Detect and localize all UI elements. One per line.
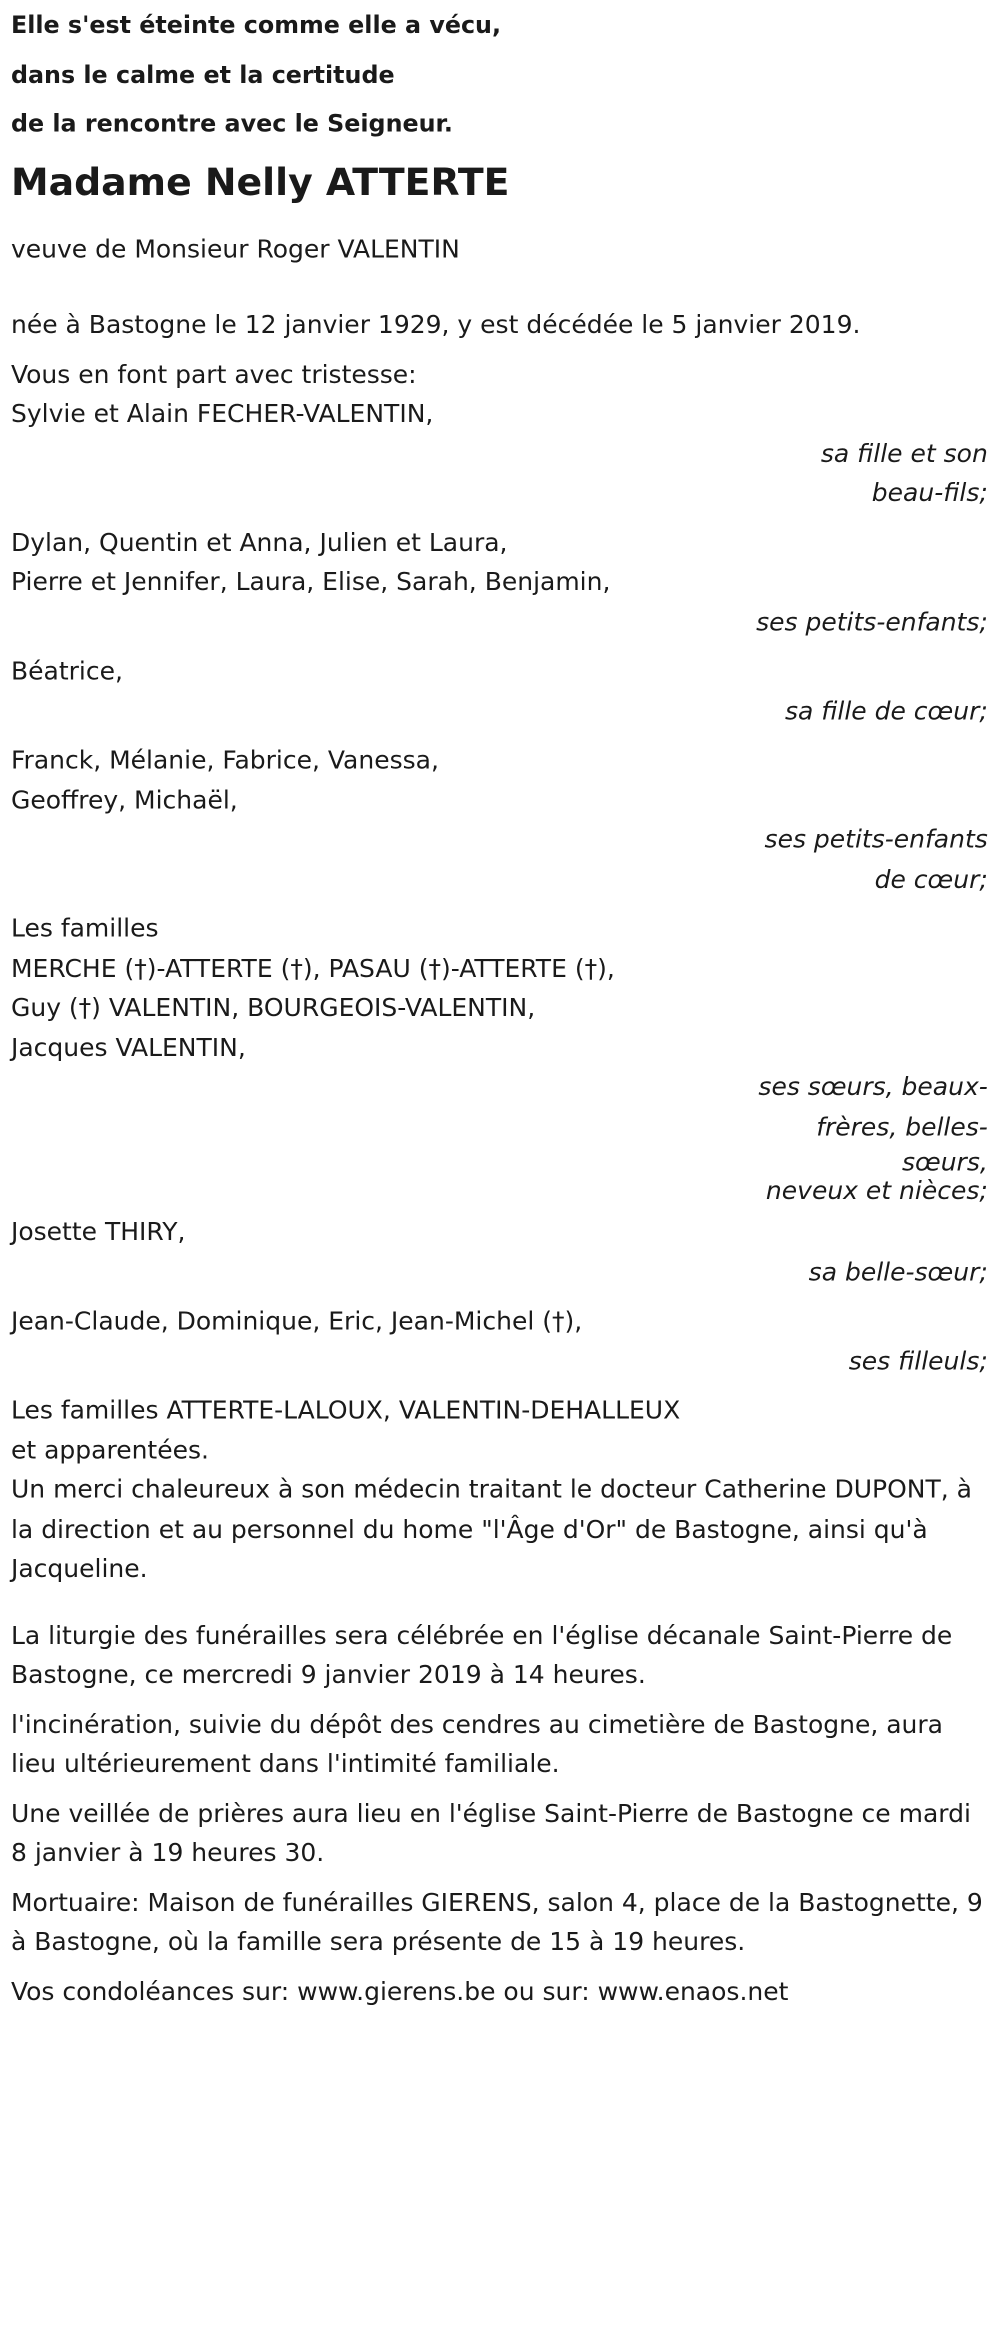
quote-line: Elle s'est éteinte comme elle a vécu, [10,10,502,40]
relation-line: sa fille et son [820,438,988,468]
family-group [11,740,988,899]
family-group [11,1301,988,1380]
family-line: MERCHE (†)-ATTERTE (†), PASAU (†)-ATTERTE (†), [10,953,615,983]
relation-line: frères, belles- [816,1111,988,1141]
family-line: Geoffrey, Michaël, [10,784,238,815]
family-group [11,909,988,1203]
relation-line: sœurs, [901,1147,988,1177]
family-group [11,394,988,513]
family-line: Les familles [10,913,159,943]
family-line: Béatrice, [10,656,123,686]
relation-line: de cœur; [874,864,988,894]
relation-line: ses petits-enfants [764,824,988,854]
mortuary-text: Mortuaire: Maison de funérailles GIERENS, salon 4, place de la Bastognette, 9 à Bastogne, où la famille sera présente de 15 à 19 heures. [10,1887,983,1957]
other-families-line: Les familles ATTERTE-LALOUX, VALENTIN-DEHALLEUX [10,1395,681,1425]
family-line: Jacques VALENTIN, [10,1032,246,1062]
condolences-text: Vos condoléances sur: www.gierens.be ou sur: www.enaos.net [10,1976,789,2006]
deceased-name: Madame Nelly ATTERTE [10,160,510,205]
epitaph-quote [11,1,988,149]
family-line: Pierre et Jennifer, Laura, Elise, Sarah, Benjamin, [10,567,611,597]
obituary-column [11,0,988,2011]
quote-line: de la rencontre avec le Seigneur. [10,109,453,138]
family-line: Dylan, Quentin et Anna, Julien et Laura, [10,527,508,557]
liturgy-text: La liturgie des funérailles sera célébrée en l'église décanale Saint-Pierre de Bastogne, ce mercredi 9 janvier 2019 à 14 heures. [10,1620,953,1690]
family-group [11,1212,988,1291]
relation-line: ses sœurs, beaux- [758,1071,988,1102]
thanks-text: Un merci chaleureux à son médecin traitant le docteur Catherine DUPONT, à la direction et au personnel du home "l'Âge d'Or" de Bastogne, ainsi qu'à Jacqueline. [10,1474,972,1583]
intro-text: Vous en font part avec tristesse: [10,359,417,389]
quote-line: dans le calme et la certitude [10,60,395,89]
family-line: Jean-Claude, Dominique, Eric, Jean-Michel (†), [10,1306,583,1336]
family-line: Josette THIRY, [10,1217,186,1247]
relation-line: beau-fils; [871,478,988,508]
relation-line: neveux et nièces; [765,1175,988,1205]
relation-line: sa fille de cœur; [784,695,988,725]
relation-line: ses petits-enfants; [756,606,988,636]
family-line: Sylvie et Alain FECHER-VALENTIN, [10,398,434,429]
family-group [11,651,988,730]
cremation-text: l'incinération, suivie du dépôt des cendres au cimetière de Bastogne, aura lieu ultérieurement dans l'intimité familiale. [10,1709,943,1779]
family-line: Guy (†) VALENTIN, BOURGEOIS-VALENTIN, [10,992,536,1022]
family-line: Franck, Mélanie, Fabrice, Vanessa, [10,745,439,775]
relation-line: ses filleuls; [848,1345,988,1375]
vigil-text: Une veillée de prières aura lieu en l'église Saint-Pierre de Bastogne ce mardi 8 janvier à 19 heures 30. [10,1798,971,1868]
other-families-line: et apparentées. [10,1434,209,1465]
widow-of: veuve de Monsieur Roger VALENTIN [10,233,460,263]
birth-death: née à Bastogne le 12 janvier 1929, y est décédée le 5 janvier 2019. [10,309,861,340]
family-group [11,523,988,642]
relation-line: sa belle-sœur; [808,1256,988,1286]
